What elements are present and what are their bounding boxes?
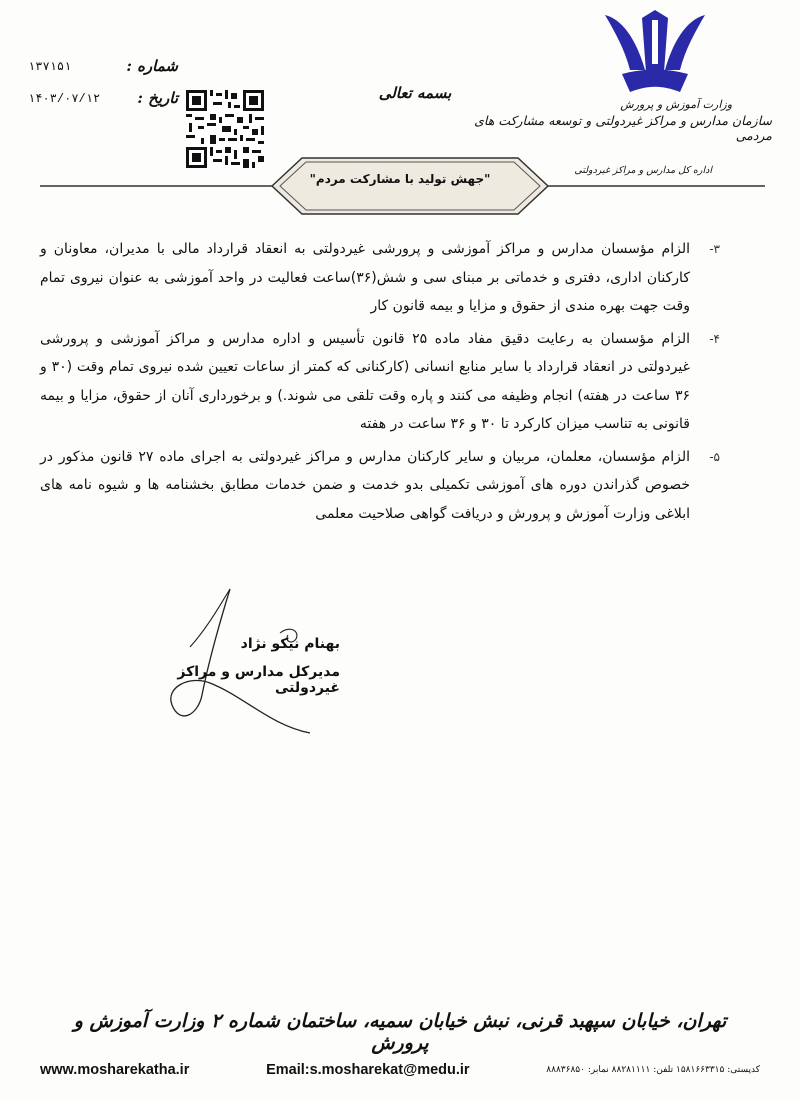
letter-body: [40, 235, 720, 532]
number-value: ۱۳۷۱۵۱: [28, 59, 72, 74]
signatory-name: بهنام نیکو نژاد: [240, 636, 340, 652]
footer-address: تهران، خیابان سپهبد قرنی، نبش خیابان سمیه، ساختمان شماره ۲ وزارت آموزش و پرورش: [73, 1010, 727, 1054]
footer-contacts: [40, 1062, 760, 1078]
item-text: الزام مؤسسان، معلمان، مربیان و سایر کارکنان مدارس و مراکز غیردولتی به اجرای ماده ۲۷ قانون مذکور در خصوص گذراندن دوره های آموزشی تکمیلی بدو خدمت و ضمن خدمات مطابق بخشنامه ها و شیوه نامه های ابلاغی وزارت آموزش و پرورش و دریافت گواهی صلاحیت معلمی: [40, 448, 690, 522]
item-number: ۵-: [709, 449, 720, 464]
number-label: شماره :: [126, 57, 178, 75]
email-link[interactable]: Email:s.mosharekat@medu.ir: [266, 1062, 470, 1078]
item-text: الزام مؤسسان به رعایت دقیق مفاد ماده ۲۵ قانون تأسیس و اداره مدارس و مراکز آموزشی و پرورشی غیردولتی در انعقاد قرارداد با سایر منابع انسانی (کارکنانی که کمتر از ساعات تعیین شده نیروی تمام وقت (۳۰ و ۳۶ ساعت در هفته) انجام وظیفه می کنند و پاره وقت تلقی می شوند.) و برخورداری آنان از حقوق، مزایا و بیمه قانونی به تناسب میزان کارکرد تا ۳۰ و ۳۶ ساعت در هفته: [40, 330, 690, 432]
website-link[interactable]: www.mosharekatha.ir: [40, 1062, 190, 1078]
basmala: بسمه تعالی: [378, 84, 452, 102]
item-number: ۳-: [709, 242, 720, 256]
organization-name: سازمان مدارس و مراکز غیردولتی و توسعه مشارکت های مردمی: [474, 113, 772, 143]
list-item: [40, 443, 720, 529]
date-label: تاریخ :: [137, 89, 178, 107]
slogan-banner: [40, 156, 765, 216]
ministry-name: وزارت آموزش و پرورش: [620, 98, 732, 111]
item-number: ۴-: [709, 331, 720, 346]
list-item: [40, 325, 720, 439]
contact-numbers: کدپستی: ۱۵۸۱۶۶۳۳۱۵ تلفن: ۸۸۲۸۱۱۱۱ نمابر: ۸۸۸۳۶۸۵۰: [546, 1065, 760, 1075]
list-item: [40, 235, 720, 321]
item-text: الزام مؤسسان مدارس و مراکز آموزشی و پرورشی غیردولتی به انعقاد قرارداد مالی با مدیران، معاونان و کارکنان اداری، دفتری و خدماتی بر مبنای سی و شش(۳۶)ساعت فعالیت در واحد آموزشی به عنوان نیروی تمام وقت جهت بهره مندی از حقوق و مزایا و بیمه قانون کار: [40, 241, 690, 314]
signatory-title: مدیرکل مدارس و مراکز غیردولتی: [177, 664, 340, 696]
department-name: اداره کل مدارس و مراکز غیردولتی: [574, 165, 712, 176]
date-row: [28, 82, 178, 114]
ministry-logo: [600, 10, 710, 100]
slogan-text: "جهش تولید با مشارکت مردم": [309, 172, 491, 186]
date-value: ۱۴۰۳/۰۷/۱۲: [28, 91, 101, 106]
letter-meta: [28, 50, 178, 114]
handwritten-signature: [150, 575, 320, 745]
number-row: [28, 50, 178, 82]
